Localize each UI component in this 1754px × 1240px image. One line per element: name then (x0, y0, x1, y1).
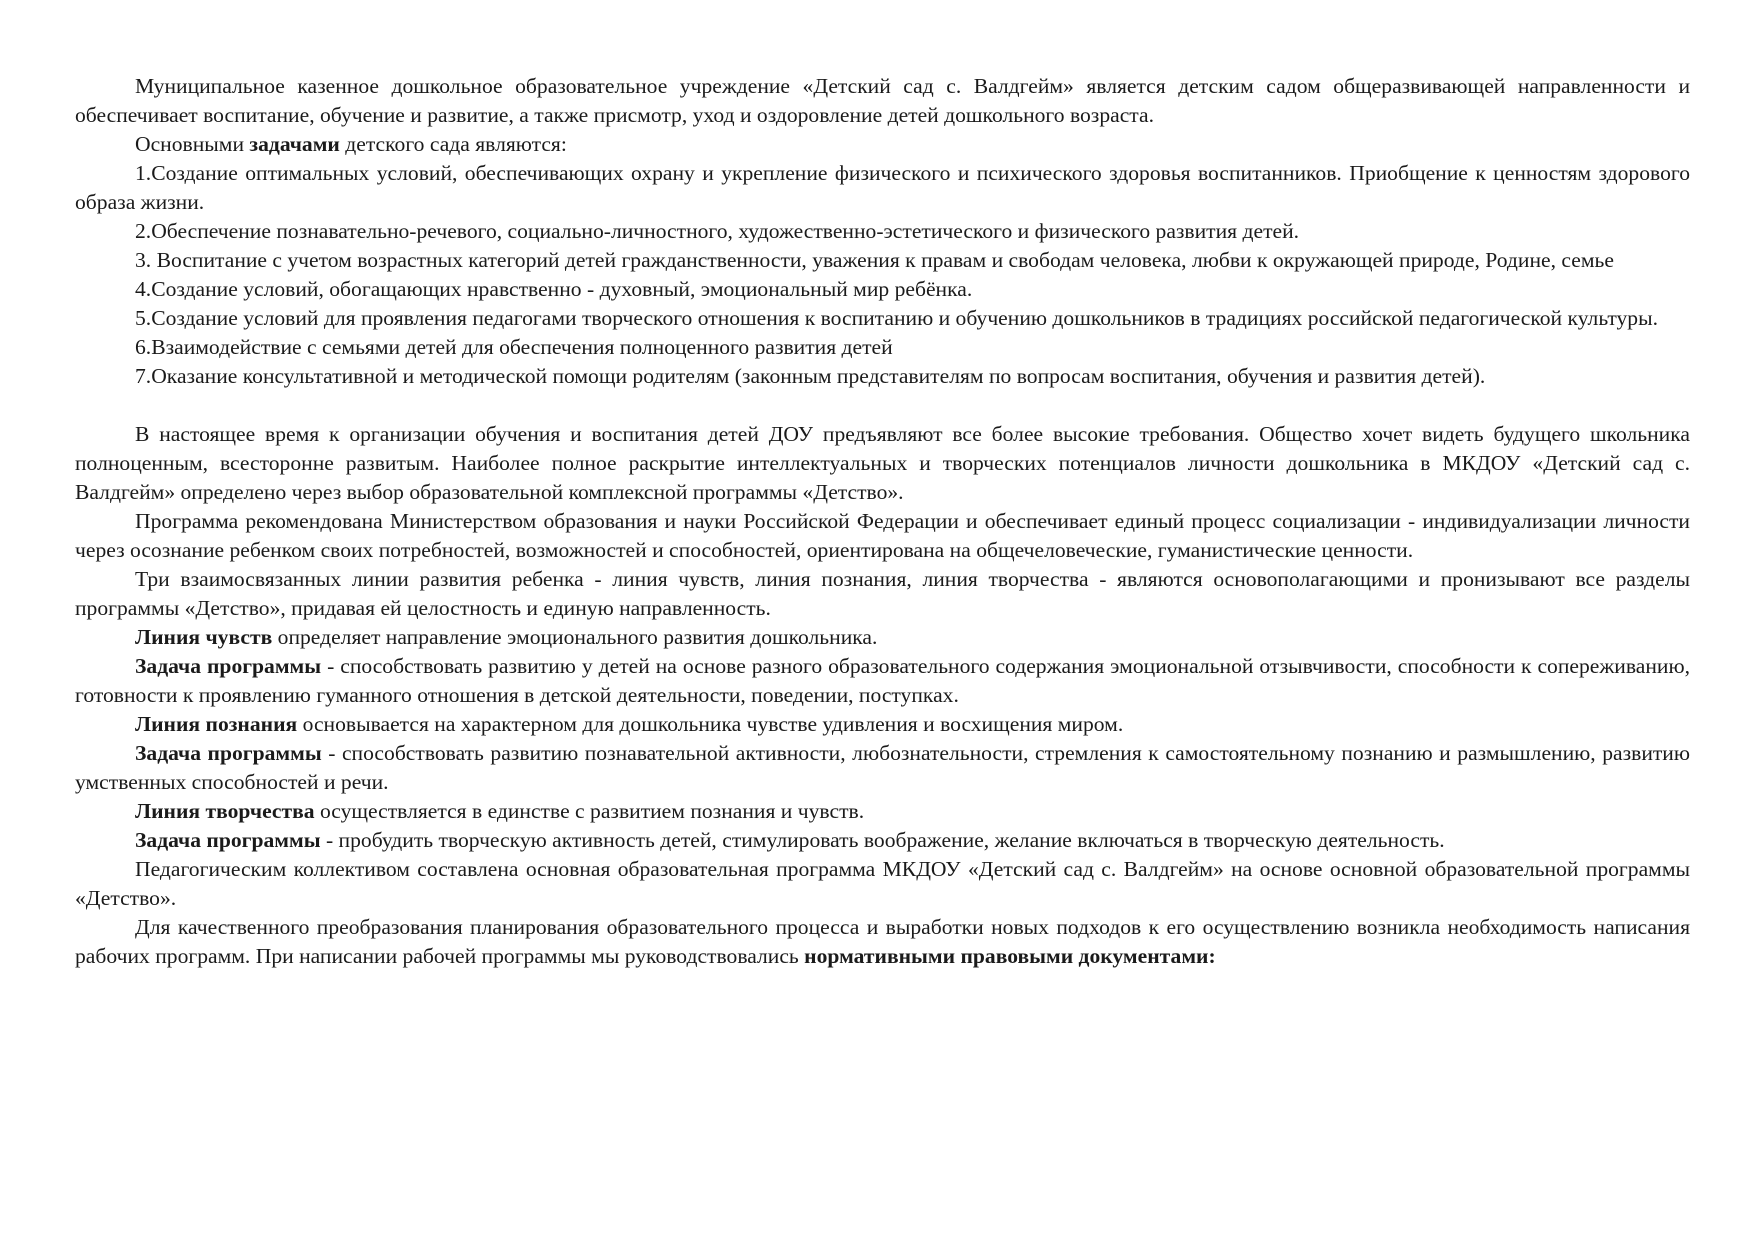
cognition-task-text: - способствовать развитию познавательной активности, любознательности, стремления к самостоятельному познанию и размышлению, развитию умственных способностей и речи. (75, 741, 1691, 794)
task-item-3: 3. Воспитание с учетом возрастных категорий детей гражданственности, уважения к правам и свободам человека, любви к окружающей природе, Родине, семье (135, 248, 1614, 272)
normative-documents-bold: нормативными правовыми документами: (804, 944, 1216, 968)
cognition-line-text: основывается на характерном для дошкольника чувстве удивления и восхищения миром. (297, 712, 1124, 736)
requirements-paragraph: В настоящее время к организации обучения и воспитания детей ДОУ предъявляют все более высокие требования. Общество хочет видеть будущего школьника полноценным, всесторонне развитым. Наиболее полное раскрытие интеллектуальных и творческих потенциалов личности дошкольника в МКДОУ «Детский сад с. Валдгейм» определено через выбор образовательной комплексной программы «Детство». (75, 422, 1690, 504)
task-item-4: 4.Создание условий, обогащающих нравственно - духовный, эмоциональный мир ребёнка. (135, 277, 973, 301)
feelings-line-bold: Линия чувств (135, 625, 273, 649)
intro-paragraph: Муниципальное казенное дошкольное образовательное учреждение «Детский сад с. Валдгейм» является детским садом общеразвивающей направленности и обеспечивает воспитание, обучение и развитие, а также присмотр, уход и оздоровление детей дошкольного возраста. (75, 74, 1690, 127)
cognition-task-paragraph (75, 739, 1690, 797)
normative-documents-text: Для качественного преобразования планирования образовательного процесса и выработки новых подходов к его осуществлению возникла необходимость написания рабочих программ. При написании рабочей программы мы руководствовались (75, 915, 1690, 968)
cognition-line-paragraph (75, 710, 1690, 739)
creativity-line-paragraph (75, 797, 1690, 826)
creativity-line-text: осуществляется в единстве с развитием познания и чувств. (314, 799, 865, 823)
tasks-intro-pre: Основными (135, 132, 250, 156)
creativity-task-bold: Задача программы (135, 828, 321, 852)
feelings-task-bold: Задача программы (135, 654, 322, 678)
creativity-task-paragraph (75, 826, 1690, 855)
tasks-intro-paragraph (75, 130, 1690, 159)
cognition-task-bold: Задача программы (135, 741, 322, 765)
feelings-line-paragraph (75, 623, 1690, 652)
creativity-line-bold: Линия творчества (135, 799, 315, 823)
feelings-line-text: определяет направление эмоционального развития дошкольника. (272, 625, 878, 649)
cognition-line-bold: Линия познания (135, 712, 298, 736)
program-paragraph: Программа рекомендована Министерством образования и науки Российской Федерации и обеспечивает единый процесс социализации - индивидуализации личности через осознание ребенком своих потребностей, возможностей и способностей, ориентирована на общечеловеческие, гуманистические ценности. (75, 509, 1690, 562)
task-item-7: 7.Оказание консультативной и методической помощи родителям (законным представителям по вопросам воспитания, обучения и развития детей). (135, 364, 1486, 388)
feelings-task-text: - способствовать развитию у детей на основе разного образовательного содержания эмоциональной отзывчивости, способности к сопереживанию, готовности к проявлению гуманного отношения в детской деятельности, поведении, поступках. (75, 654, 1690, 707)
task-item-5: 5.Создание условий для проявления педагогами творческого отношения к воспитанию и обучению дошкольников в традициях российской педагогической культуры. (135, 306, 1658, 330)
paragraph-gap (75, 391, 1690, 420)
task-item-6: 6.Взаимодействие с семьями детей для обеспечения полноценного развития детей (135, 335, 893, 359)
document-page (75, 72, 1690, 971)
task-item-2: 2.Обеспечение познавательно-речевого, социально-личностного, художественно-эстетического и физического развития детей. (135, 219, 1300, 243)
tasks-intro-bold: задачами (249, 132, 340, 156)
feelings-task-paragraph (75, 652, 1690, 710)
main-program-paragraph: Педагогическим коллективом составлена основная образовательная программа МКДОУ «Детский сад с. Валдгейм» на основе основной образовательной программы «Детство». (75, 857, 1690, 910)
task-item-1: 1.Создание оптимальных условий, обеспечивающих охрану и укрепление физического и психического здоровья воспитанников. Приобщение к ценностям здорового образа жизни. (75, 161, 1690, 214)
normative-documents-paragraph (75, 913, 1690, 971)
tasks-intro-post: детского сада являются: (339, 132, 567, 156)
development-lines-paragraph: Три взаимосвязанных линии развития ребенка - линия чувств, линия познания, линия творчества - являются основополагающими и пронизывают все разделы программы «Детство», придавая ей целостность и единую направленность. (75, 567, 1690, 620)
creativity-task-text: - пробудить творческую активность детей, стимулировать воображение, желание включаться в творческую деятельность. (320, 828, 1445, 852)
